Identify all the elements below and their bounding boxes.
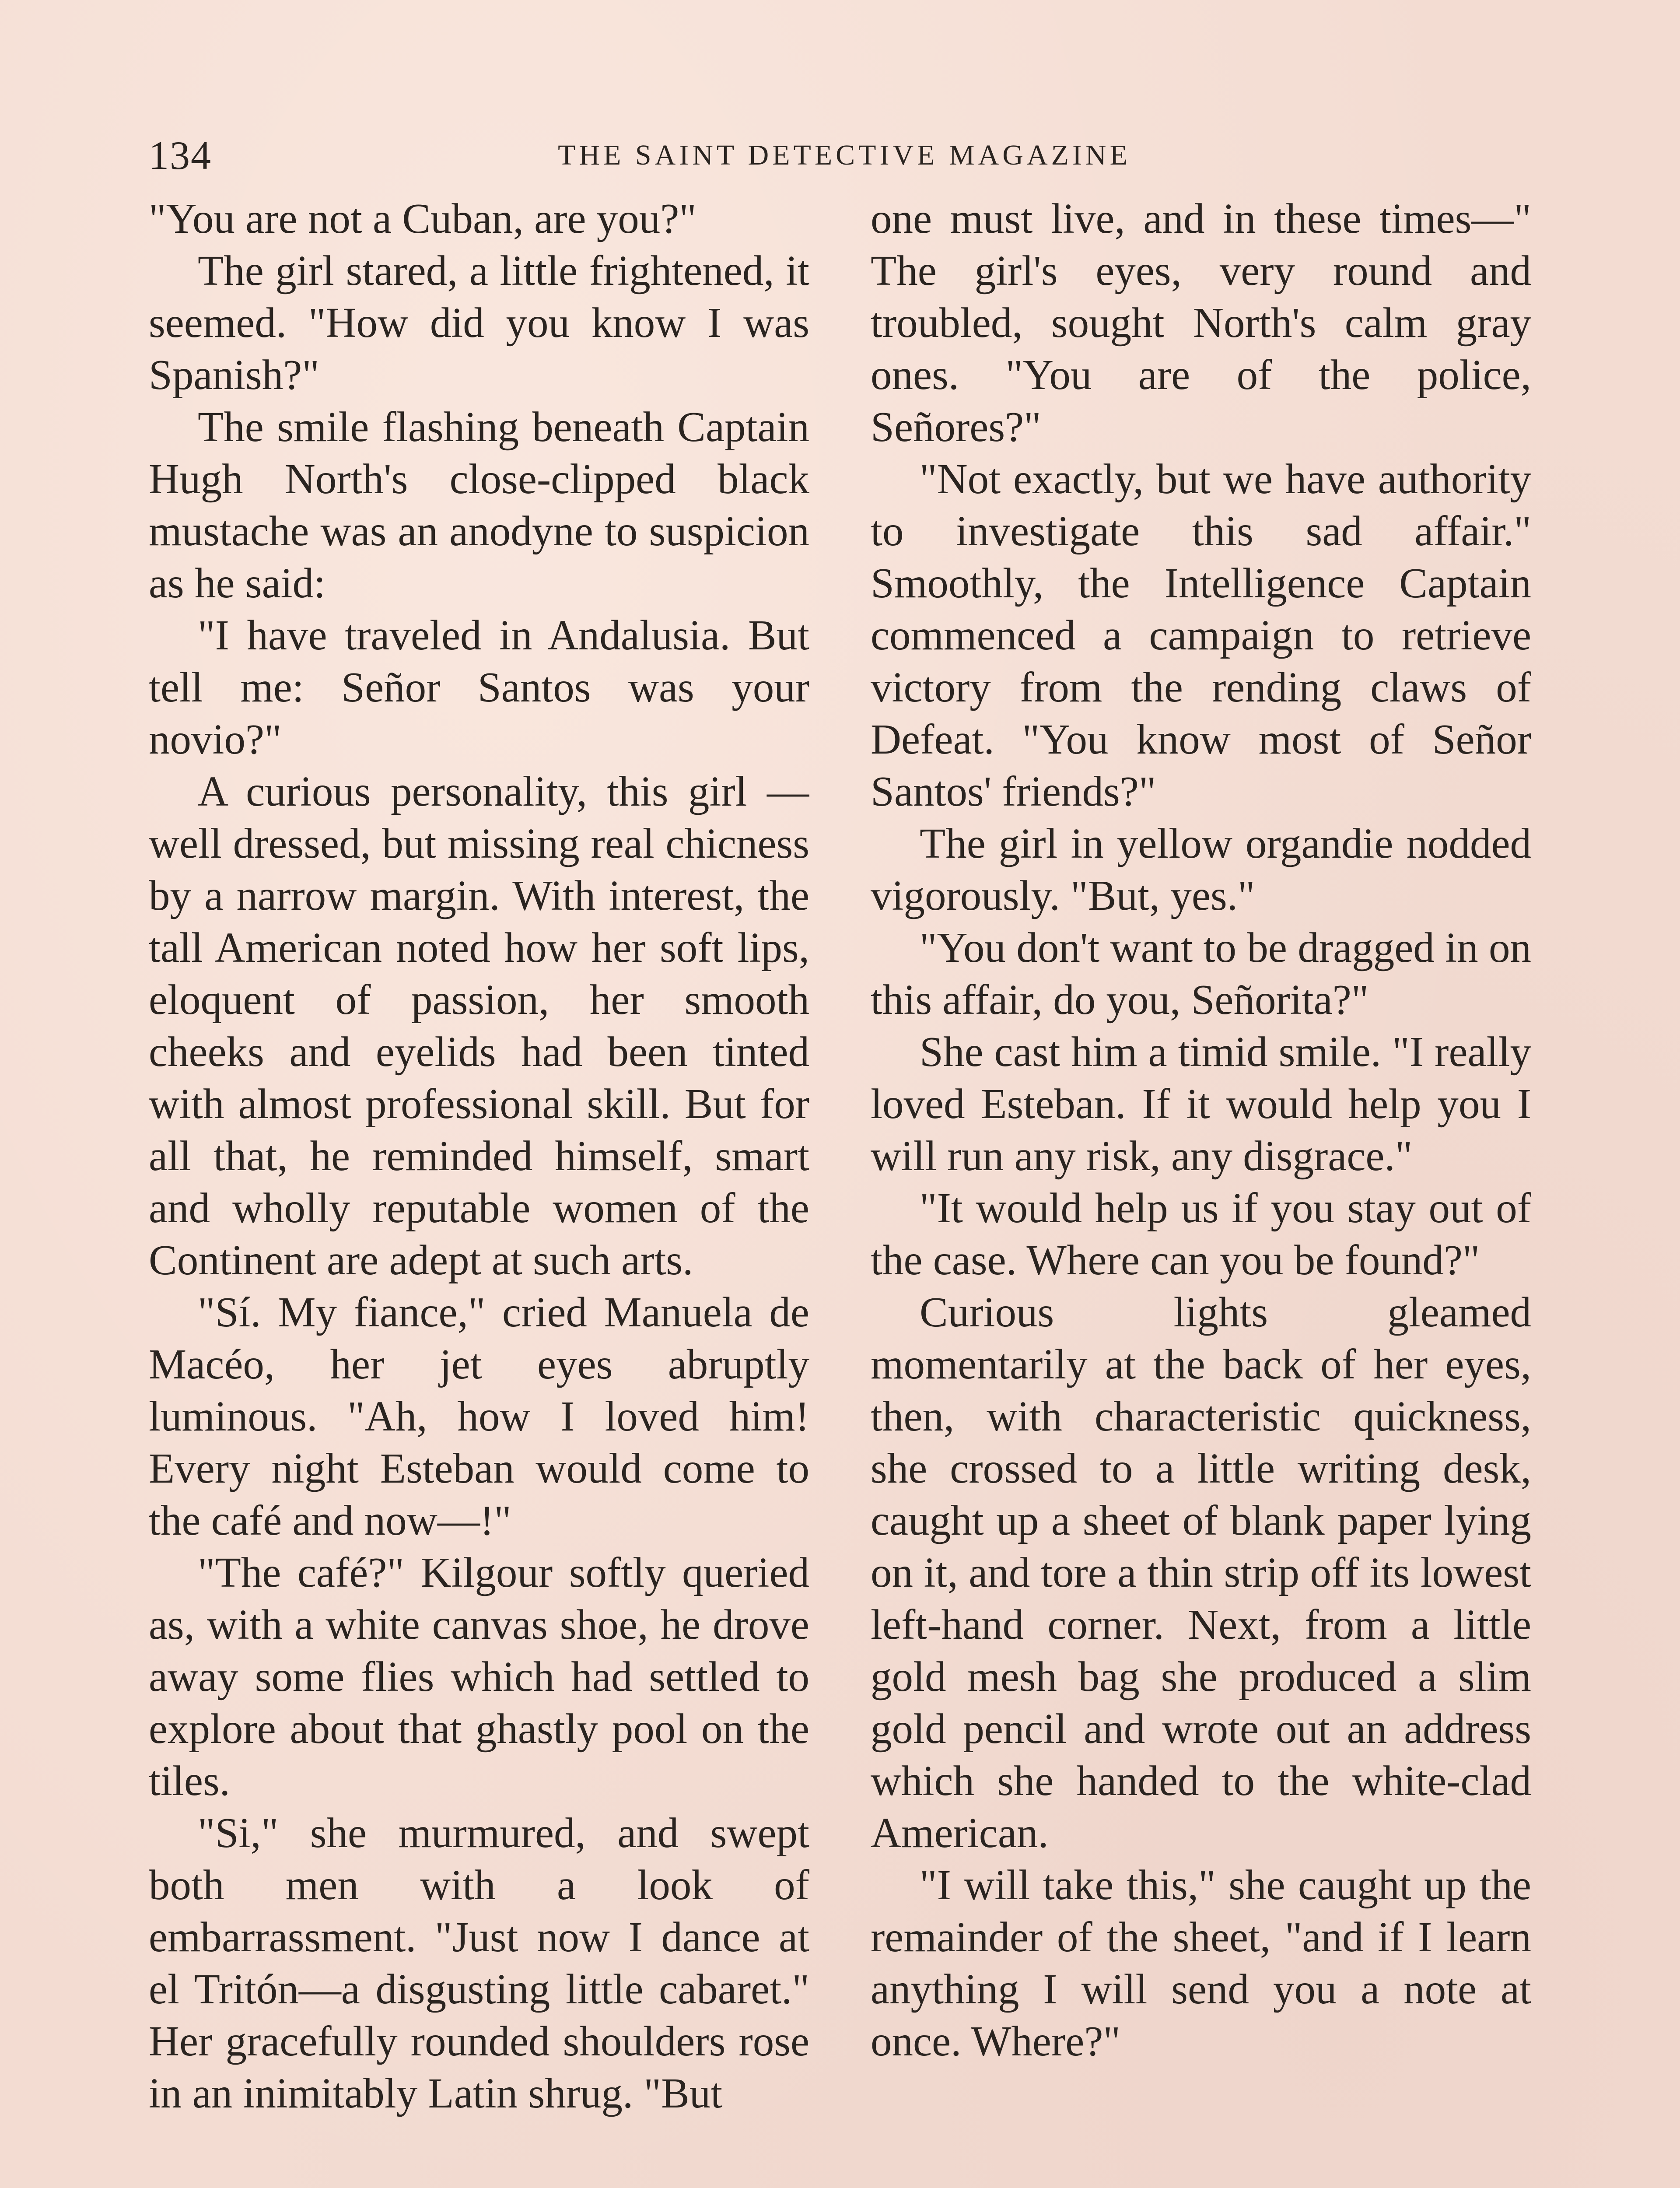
paragraph: "You are not a Cuban, are you?" — [149, 195, 696, 242]
page-header — [149, 131, 1540, 179]
paragraph: one must live, and in these times—" The girl's eyes, very round and troubled, sought North's calm gray ones. "You are of the police, Señores?" — [871, 195, 1531, 450]
paragraph: The smile flashing beneath Captain Hugh North's close-clipped black mustache was an anodyne to suspicion as he said: — [149, 403, 809, 607]
paragraph: "I will take this," she caught up the remainder of the sheet, "and if I learn anything I will send you a note at once. Where?" — [871, 1862, 1531, 2065]
paragraph: "Si," she murmured, and swept both men with a look of embarrassment. "Just now I dance at el Tritón—a disgusting little cabaret." Her gracefully rounded shoulders rose in an inimitably Latin shrug. "But — [149, 1809, 809, 2117]
right-column — [871, 193, 1531, 2188]
paragraph: The girl in yellow organdie nodded vigorously. "But, yes." — [871, 820, 1531, 919]
paragraph: She cast him a timid smile. "I really loved Esteban. If it would help you I will run any risk, any disgrace." — [871, 1028, 1531, 1179]
paragraph: "You don't want to be dragged in on this affair, do you, Señorita?" — [871, 924, 1531, 1023]
paragraph: Curious lights gleamed momentarily at the back of her eyes, then, with characteristic quickness, she crossed to a little writing desk, caught up a sheet of blank paper lying on it, and tore a thin strip off its lowest left-hand corner. Next, from a little gold mesh bag she produced a slim gold pencil and wrote out an address which she handed to the white-clad American. — [871, 1289, 1531, 1856]
page-number: 134 — [149, 133, 212, 178]
text-columns — [149, 193, 1540, 2188]
paragraph: "I have traveled in Andalusia. But tell me: Señor Santos was your novio?" — [149, 612, 809, 763]
running-title: THE SAINT DETECTIVE MAGAZINE — [558, 139, 1131, 171]
paragraph: "It would help us if you stay out of the case. Where can you be found?" — [871, 1185, 1531, 1283]
left-column — [149, 193, 809, 2188]
paragraph: "Not exactly, but we have authority to investigate this sad affair." Smoothly, the Intelligence Captain commenced a campaign to retrieve victory from the rending claws of Defeat. "You know most of Señor Santos' friends?" — [871, 456, 1531, 815]
paragraph: The girl stared, a little frightened, it seemed. "How did you know I was Spanish?" — [149, 247, 809, 398]
paragraph: A curious personality, this girl —well dressed, but missing real chicness by a narrow margin. With interest, the tall American noted how her soft lips, eloquent of passion, her smooth cheeks and eyelids had been tinted with almost professional skill. But for all that, he reminded himself, smart and wholly reputable women of the Continent are adept at such arts. — [149, 768, 809, 1283]
paragraph: "The café?" Kilgour softly queried as, with a white canvas shoe, he drove away some flies which had settled to explore about that ghastly pool on the tiles. — [149, 1549, 809, 1804]
paragraph: "Sí. My fiance," cried Manuela de Macéo, her jet eyes abruptly luminous. "Ah, how I loved him! Every night Esteban would come to the café and now—!" — [149, 1289, 809, 1544]
